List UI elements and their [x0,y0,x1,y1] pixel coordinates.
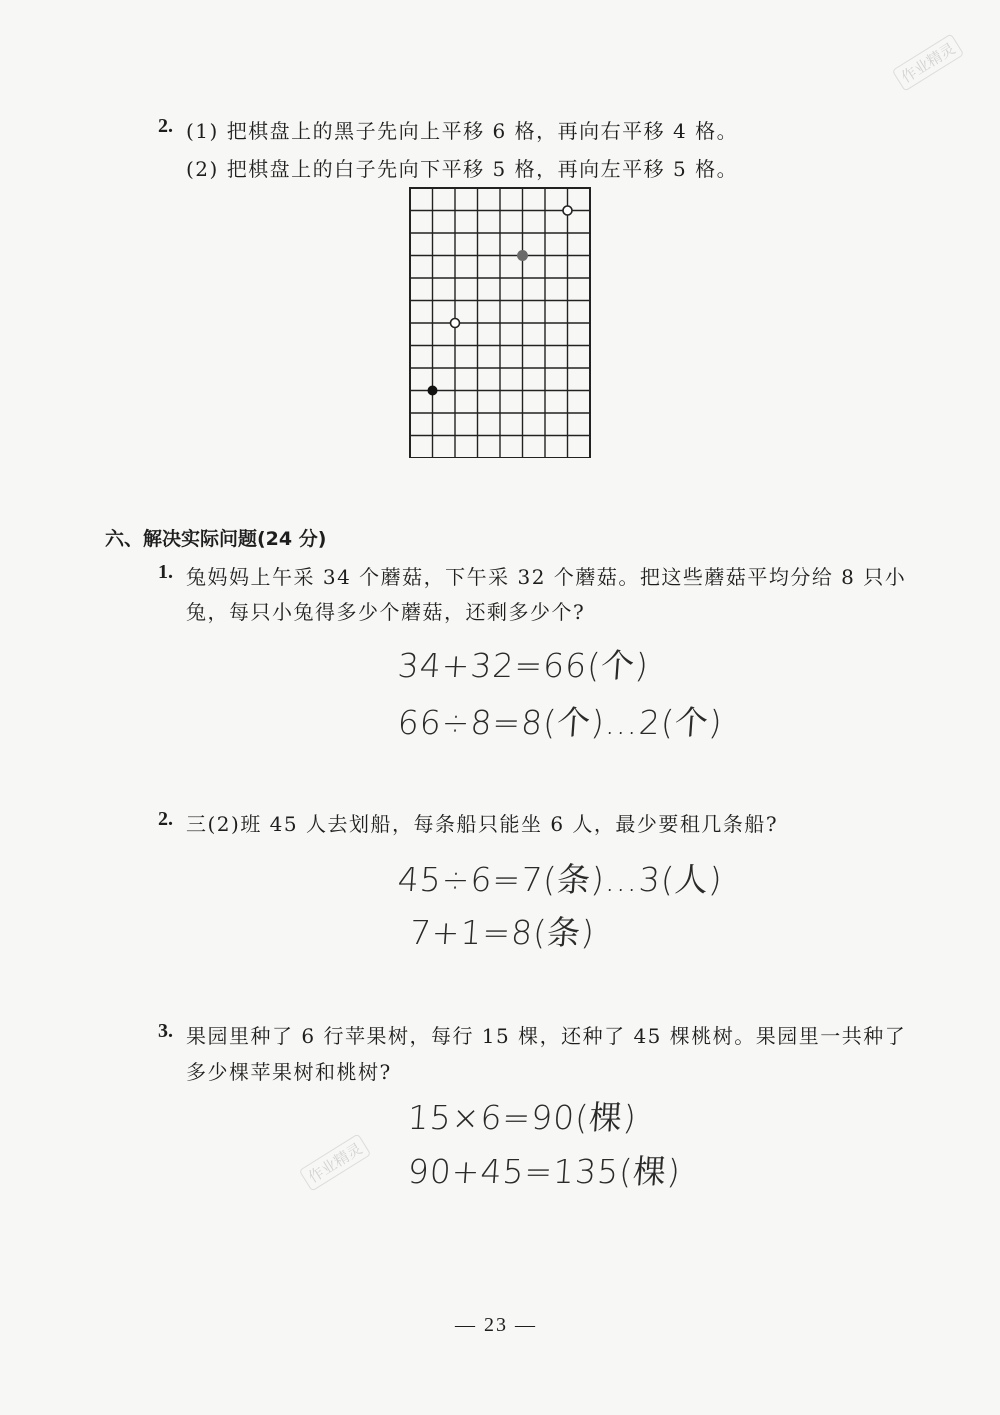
p2-answer1: 45÷6=7(条)…3(人) [396,860,725,899]
p1-text-line2: 兔，每只小兔得多少个蘑菇，还剩多少个? [186,600,586,624]
p1-text-line1: 兔妈妈上午采 34 个蘑菇，下午采 32 个蘑菇。把这些蘑菇平均分给 8 只小 [186,565,907,589]
p2-answer2: 7+1=8(条) [408,913,597,952]
section-title: 六、解决实际问题(24 分) [105,528,327,550]
p1-answer1: 34+32=66(个) [396,646,651,685]
p1-number: 1. [158,561,173,583]
white-piece-moved [451,319,460,328]
p1-answer2: 66÷8=8(个)…2(个) [396,703,725,742]
black-piece-moved [517,250,528,261]
watermark-bottom: 作业精灵 [299,1133,372,1191]
q2-part1: (1) 把棋盘上的黑子先向上平移 6 格，再向右平移 4 格。 [186,119,739,143]
page-number: — 23 — [455,1314,537,1336]
watermark-top: 作业精灵 [892,33,965,91]
p3-answer1: 15×6=90(棵) [406,1098,639,1137]
p2-text-line1: 三(2)班 45 人去划船，每条船只能坐 6 人，最少要租几条船? [186,812,779,836]
p3-text-line2: 多少棵苹果树和桃树? [186,1060,392,1084]
p3-answer2: 90+45=135(棵) [406,1152,683,1191]
black-piece-original [428,386,438,396]
q2-number: 2. [158,115,173,137]
p3-text-line1: 果园里种了 6 行苹果树，每行 15 棵，还种了 45 棵桃树。果园里一共种了 [186,1024,907,1048]
chess-board [408,186,594,458]
p3-number: 3. [158,1020,173,1042]
q2-part2: (2) 把棋盘上的白子先向下平移 5 格，再向左平移 5 格。 [186,157,739,181]
white-piece-original [563,206,572,215]
p2-number: 2. [158,808,173,830]
